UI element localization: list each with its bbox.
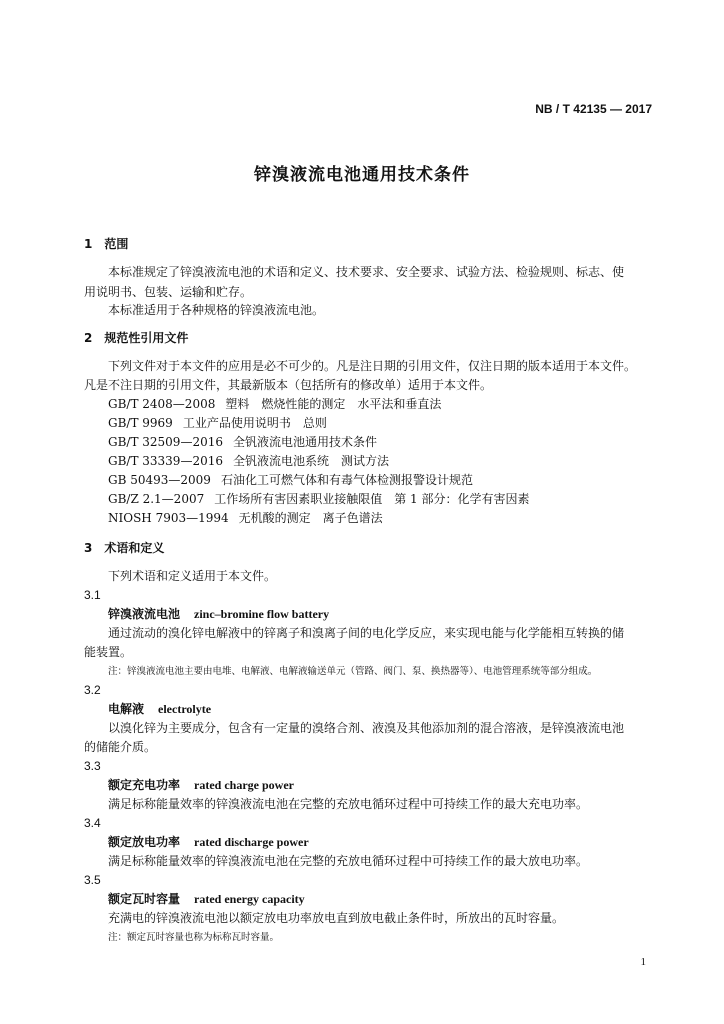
reference-title: 无机酸的测定 离子色谱法 — [238, 511, 383, 525]
section-1-para2: 本标准适用于各种规格的锌溴液流电池。 — [108, 303, 325, 317]
reference-code: GB/Z 2.1—2007 — [108, 492, 205, 506]
reference-item — [108, 434, 377, 450]
reference-title: 全钒液流电池系统 测试方法 — [232, 454, 389, 468]
reference-item — [108, 510, 383, 526]
term-note: 注：锌溴液流电池主要由电堆、电解液、电解液输送单元（管路、阀门、泵、换热器等）、电池管理系统等部分组成。 — [108, 666, 598, 677]
term-zh: 锌溴液流电池 — [108, 607, 181, 621]
term-heading — [108, 606, 329, 622]
term-en: rated discharge power — [194, 835, 309, 849]
term-definition-line1: 满足标称能量效率的锌溴液流电池在完整的充放电循环过程中可持续工作的最大放电功率。 — [108, 854, 589, 868]
term-number: 3.3 — [84, 759, 101, 773]
section-2-heading: 2 规范性引用文件 — [84, 331, 189, 345]
reference-item — [108, 453, 389, 469]
term-definition-line2: 能装置。 — [84, 645, 133, 659]
term-definition-line2: 的储能介质。 — [84, 740, 157, 754]
term-en: zinc–bromine flow battery — [194, 607, 330, 621]
standard-code: NB / T 42135 — 2017 — [535, 102, 652, 116]
term-number: 3.1 — [84, 588, 101, 602]
section-1-para1-line1: 本标准规定了锌溴液流电池的术语和定义、技术要求、安全要求、试验方法、检验规则、标志、使 — [108, 265, 625, 279]
document-title: 锌溴液流电池通用技术条件 — [254, 165, 470, 185]
term-definition-line1: 充满电的锌溴液流电池以额定放电功率放电直到放电截止条件时，所放出的瓦时容量。 — [108, 911, 565, 925]
reference-item — [108, 415, 327, 431]
reference-item — [108, 396, 441, 412]
term-heading — [108, 701, 211, 717]
term-note: 注：额定瓦时容量也称为标称瓦时容量。 — [108, 932, 280, 943]
reference-title: 塑料 燃烧性能的测定 水平法和垂直法 — [225, 397, 442, 411]
section-3-intro: 下列术语和定义适用于本文件。 — [108, 569, 277, 583]
term-definition-line1: 以溴化锌为主要成分，包含有一定量的溴络合剂、液溴及其他添加剂的混合溶液，是锌溴液流电池 — [108, 721, 625, 735]
reference-code: NIOSH 7903—1994 — [108, 511, 229, 525]
term-heading — [108, 777, 294, 793]
term-definition-line1: 通过流动的溴化锌电解液中的锌离子和溴离子间的电化学反应，来实现电能与化学能相互转换的储 — [108, 626, 625, 640]
term-heading — [108, 891, 305, 907]
term-definition-line1: 满足标称能量效率的锌溴液流电池在完整的充放电循环过程中可持续工作的最大充电功率。 — [108, 797, 589, 811]
term-en: electrolyte — [158, 702, 212, 716]
term-zh: 额定放电功率 — [108, 835, 181, 849]
reference-code: GB/T 2408—2008 — [108, 397, 216, 411]
reference-title: 工作场所有害因素职业接触限值 第 1 部分：化学有害因素 — [214, 492, 530, 506]
term-zh: 额定充电功率 — [108, 778, 181, 792]
section-1-para1-line2: 用说明书、包装、运输和贮存。 — [84, 285, 253, 299]
reference-code: GB/T 9969 — [108, 416, 173, 430]
reference-title: 全钒液流电池通用技术条件 — [232, 435, 377, 449]
page-number: 1 — [640, 956, 646, 968]
term-zh: 额定瓦时容量 — [108, 892, 181, 906]
reference-title: 石油化工可燃气体和有毒气体检测报警设计规范 — [220, 473, 473, 487]
term-number: 3.2 — [84, 683, 101, 697]
section-2-intro-line2: 凡是不注日期的引用文件，其最新版本（包括所有的修改单）适用于本文件。 — [84, 378, 493, 392]
reference-title: 工业产品使用说明书 总则 — [182, 416, 327, 430]
section-1-heading: 1 范围 — [84, 237, 129, 251]
reference-code: GB 50493—2009 — [108, 473, 211, 487]
reference-item — [108, 491, 530, 507]
section-3-heading: 3 术语和定义 — [84, 541, 165, 555]
term-en: rated charge power — [194, 778, 294, 792]
reference-item — [108, 472, 473, 488]
term-heading — [108, 834, 309, 850]
reference-code: GB/T 33339—2016 — [108, 454, 223, 468]
term-number: 3.4 — [84, 816, 101, 830]
reference-code: GB/T 32509—2016 — [108, 435, 223, 449]
section-2-intro-line1: 下列文件对于本文件的应用是必不可少的。凡是注日期的引用文件，仅注日期的版本适用于本文件。 — [108, 359, 637, 373]
term-number: 3.5 — [84, 873, 101, 887]
term-zh: 电解液 — [108, 702, 145, 716]
term-en: rated energy capacity — [194, 892, 305, 906]
